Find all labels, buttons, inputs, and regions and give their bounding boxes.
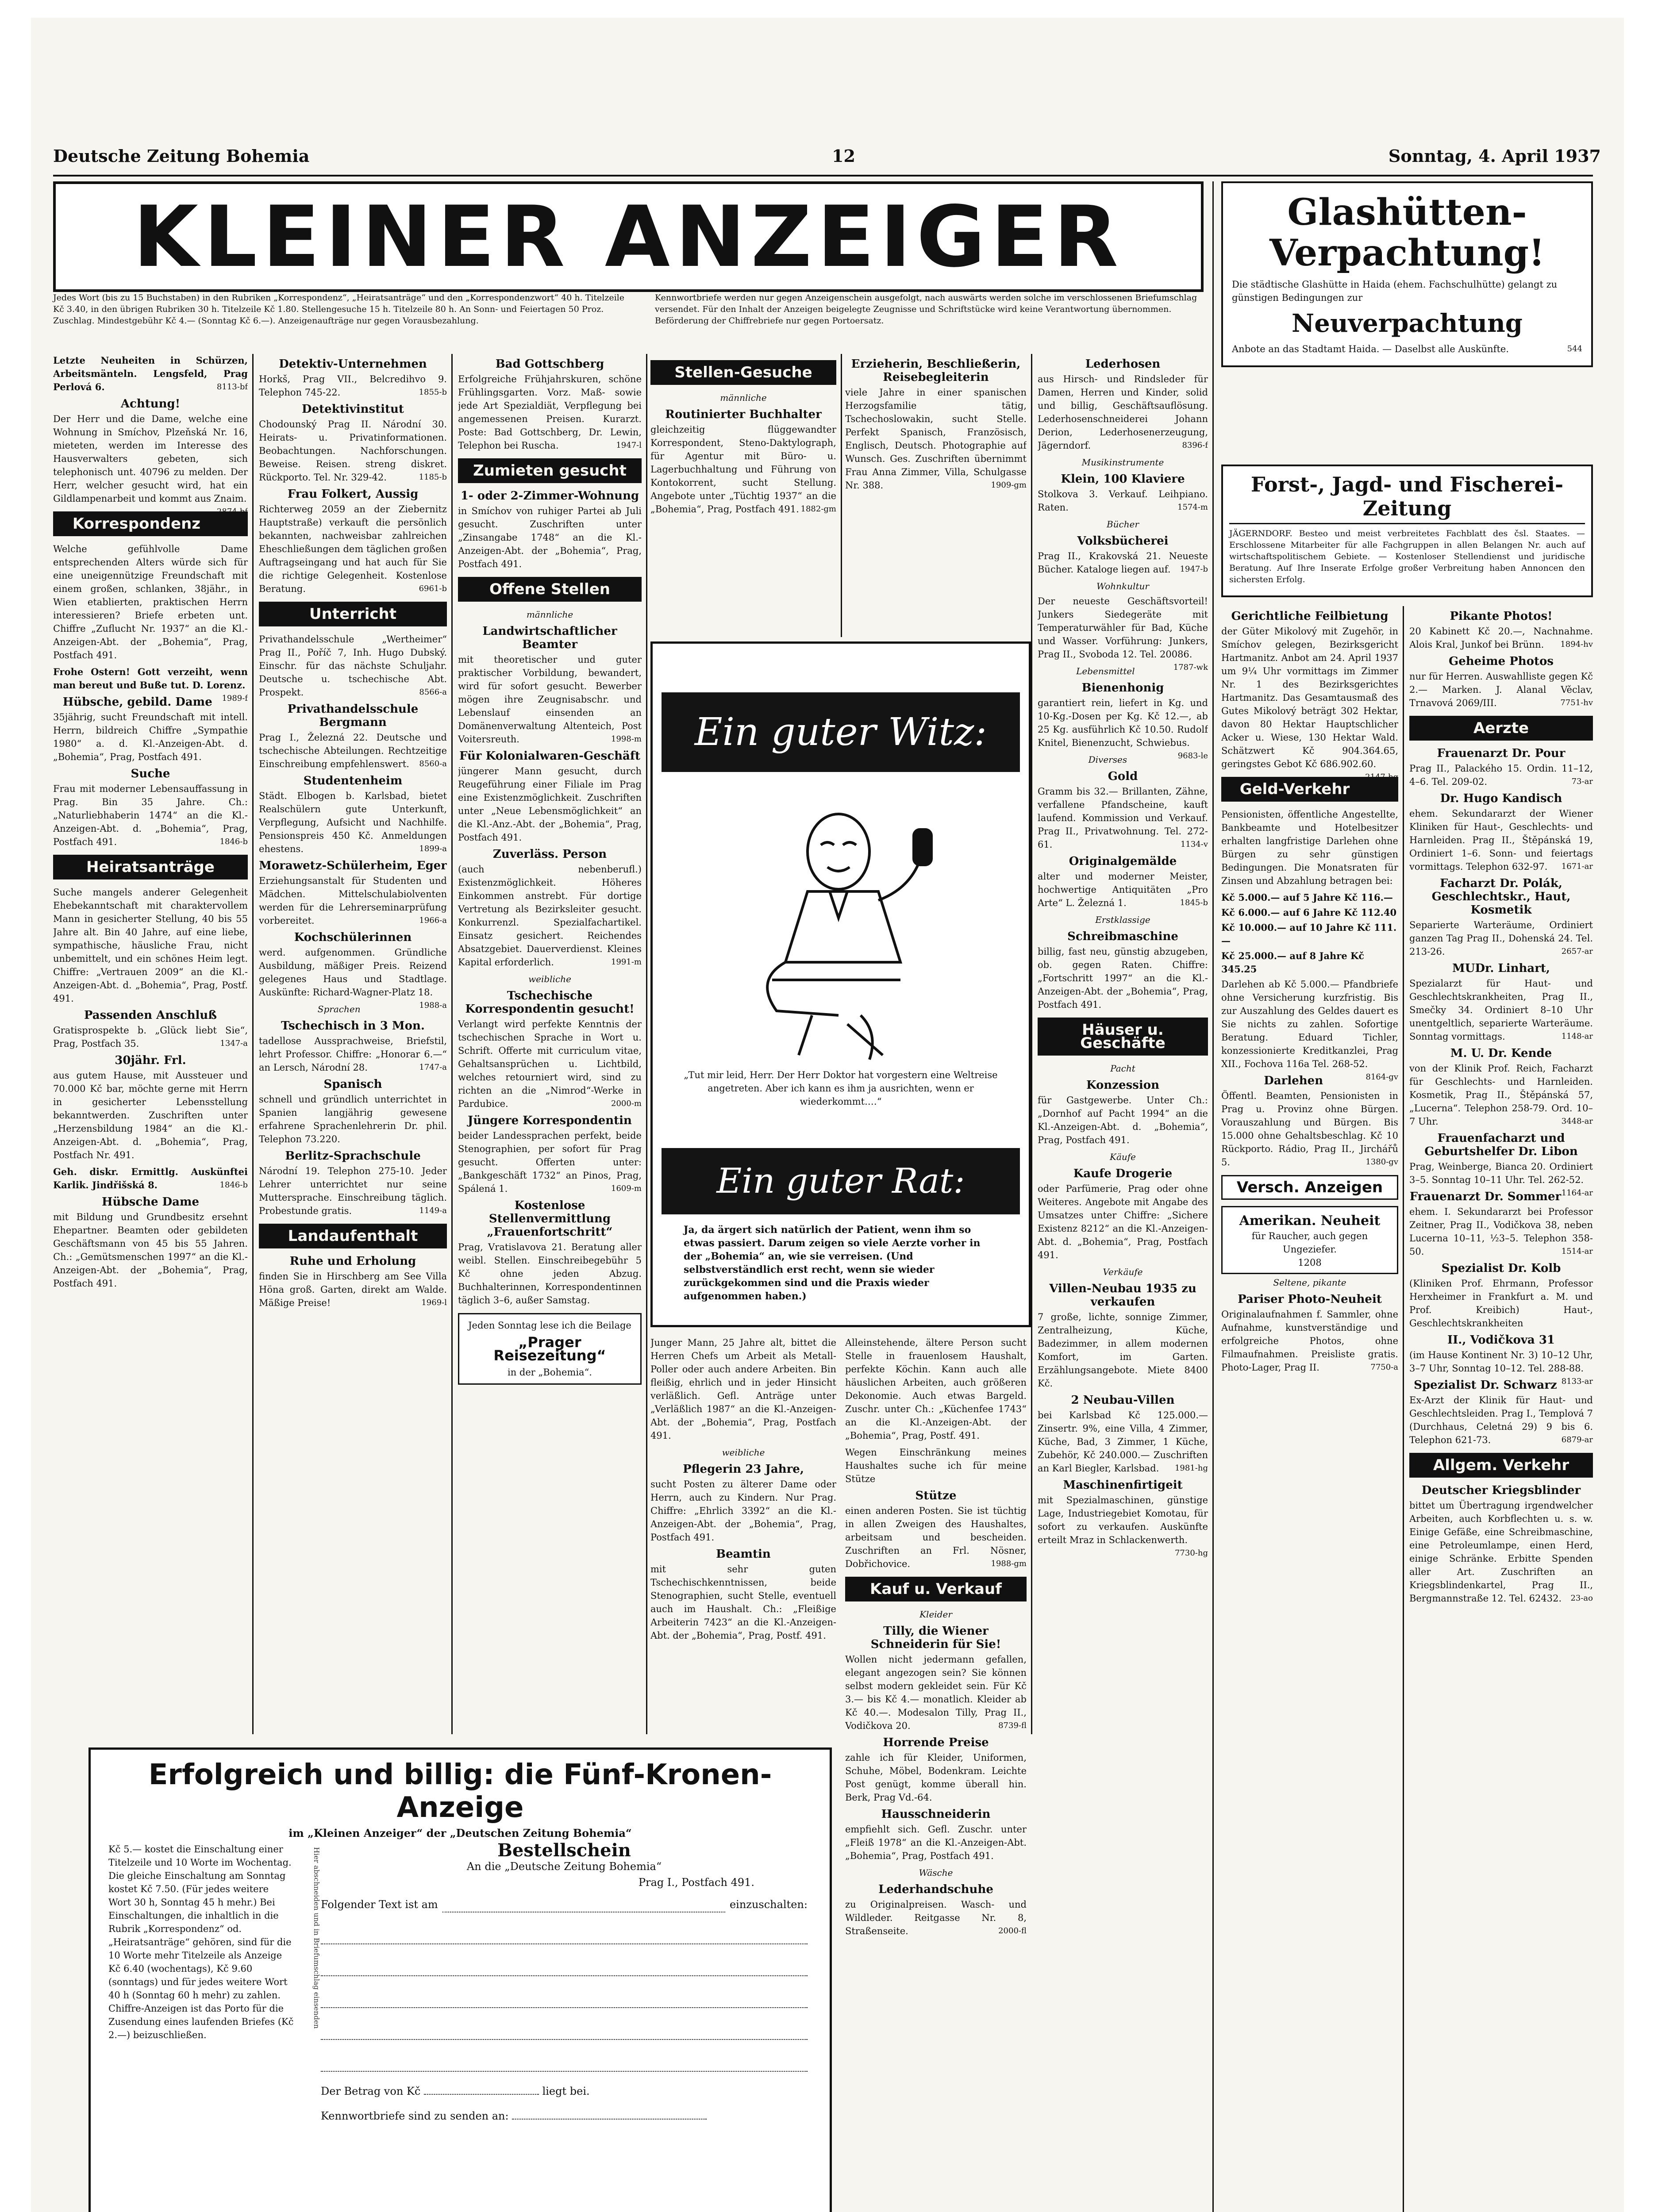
ad-kriegsblinder-heading: Deutscher Kriegsblinder <box>1421 1484 1581 1497</box>
ad-freundschaft: Welche gefühlvolle Dame entsprechenden Alters würde sich für eine uneigennützige Freundschaft mit einem großen, schlanken, 38jähr., in Wien etablierten, praktischen Herrn interessieren? Briefe erbeten unt. Chiffre „Zuflucht Nr. 1937“ an die Kl.-Anzeigen-Abt. der „Bohemia“, Prag, Postfach 491. <box>53 544 248 661</box>
glashuetten-body: Die städtische Glashütte in Haida (ehem. Fachschulhütte) gelangt zu günstigen Bedingungen zur <box>1232 279 1558 303</box>
ad-polak: Separierte Warteräume, Ordiniert ganzen Tag Prag II., Dohenská 24. Tel. 213-26. 2657-ar <box>1409 920 1593 957</box>
subsection-wohnkultur: Wohnkultur <box>1096 581 1149 591</box>
ad-handschuhe-heading: Lederhandschuhe <box>878 1883 993 1896</box>
ad-frl-heading: 30jähr. Frl. <box>115 1054 186 1067</box>
loan-table <box>1221 891 1398 976</box>
column-6 <box>1038 354 1208 2212</box>
section-kauf-verkauf: Kauf u. Verkauf <box>845 1577 1027 1601</box>
ad-stellenvermittlung: Prag, Vratislavova 21. Beratung aller weibl. Stellen. Einschreibegebühr 5 Kč ohne jeden Abzug. Buchhalterinnen, Korrespondentinnen täglich 3–6, außer Samstag. <box>458 1242 642 1306</box>
witz-illustration-ad <box>650 641 1031 1327</box>
order-amount-line: Der Betrag von Kč liegt bei. <box>321 2085 590 2097</box>
ad-gemaelde: alter und moderner Meister, hochwertige Antiquitäten „Pro Arte“ L. Železná 1. 1845-b <box>1038 871 1208 908</box>
section-unterricht: Unterricht <box>259 602 447 626</box>
running-header <box>53 146 1601 177</box>
ad-volksbuecherei-heading: Volksbücherei <box>1077 534 1169 548</box>
ad-pflegerin: sucht Posten zu älterer Dame oder Herrn, auch zu Kindern. Nur Prag. Chiffre: „Ehrlich 3392“ an die Kl.-Anzeigen-Abt. der „Bohemia“, Prag, Postfach 491. <box>650 1479 836 1543</box>
ad-wertheimer: Privathandelsschule „Wertheimer“ Prag II., Poříč 7, Inh. Hugo Dubský. Einschr. für das nächste Schuljahr. Deutsche u. tschechische Abt. Prospekt. 8566-a <box>259 634 447 698</box>
ad-tschechisch-heading: Tschechisch in 3 Mon. <box>281 1019 425 1033</box>
column-4-bottom <box>650 1336 836 1730</box>
ad-gold-heading: Gold <box>1108 770 1138 783</box>
ad-beamter-heading: Landwirtschaftlicher Beamter <box>482 625 617 651</box>
ad-person-heading: Zuverläss. Person <box>492 848 607 861</box>
ad-korrespondentin: Verlangt wird perfekte Kenntnis der tschechischen Sprache in Wort u. Schrift. Offerte mit curriculum vitae, Gehaltsansprüchen u. Lichtbild, welches retourniert wird, sind zu richten an die „Nimrod“-Werke in Pardubice. 2000-m <box>458 1019 642 1109</box>
order-kennwort-input[interactable] <box>512 2119 707 2120</box>
ad-geheime: nur für Herren. Auswahlliste gegen Kč 2.— Marken. J. Alanal Věclav, Trnavová 2069/III. 7751-hv <box>1409 671 1593 708</box>
order-address-1: An die „Deutsche Zeitung Bohemia“ <box>466 1860 662 1873</box>
section-allgem-verkehr: Allgem. Verkehr <box>1409 1453 1593 1478</box>
ad-juengere: beider Landessprachen perfekt, beide Stenographien, per sofort für Prag gesucht. Offerten unter: „Bankgeschäft 1732“ an Pinos, Prag, Spálená 1. 1609-m <box>458 1130 642 1194</box>
ad-polak-heading: Facharzt Dr. Polák, Geschlechtskr., Haut, Kosmetik <box>1431 877 1571 917</box>
subsection-weibliche: weibliche <box>528 974 571 984</box>
ad-kolb-heading: Spezialist Dr. Kolb <box>1441 1262 1561 1275</box>
ad-morawetz-heading: Morawetz-Schülerheim, Eger <box>259 859 447 872</box>
ad-konzession: für Gastgewerbe. Unter Ch.: „Dornhof auf Pacht 1994“ an die Kl.-Anzeigen-Abt. d. „Bohemia“, Prag, Postfach 491. <box>1038 1095 1208 1145</box>
column-4b-top <box>845 354 1027 637</box>
section-versch-anzeigen: Versch. Anzeigen <box>1221 1175 1398 1200</box>
ad-beamtin-heading: Beamtin <box>716 1548 771 1561</box>
ad-stuetze-heading: Stütze <box>915 1489 957 1502</box>
ad-kende: von der Klinik Prof. Reich, Facharzt für Geschlechts- und Harnleiden. Kosmetik, Prag II., Štěpánská 57, „Lucerna“. Telephon 258-79. Ord. 10–7 Uhr. 3448-ar <box>1409 1063 1593 1127</box>
ad-dame: 35jährig, sucht Freundschaft mit intell. Herrn, bildreich Chiffre „Sympathie 1980“ a. d. Kl.-Anzeigen-Abt. d. „Bohemia“, Prag, Postfach 491. <box>53 712 248 762</box>
reisezeitung-source: in der „Bohemia“. <box>508 1367 592 1378</box>
section-geld-verkehr: Geld-Verkehr <box>1221 777 1398 802</box>
ad-pour: Prag II., Palackého 15. Ordin. 11–12, 4–6. Tel. 209-02. 73-ar <box>1409 763 1593 787</box>
section-landaufenthalt: Landaufenthalt <box>259 1224 447 1248</box>
ad-koch: werd. aufgenommen. Gründliche Ausbildung, mäßiger Preis. Reizend gelegenes Haus und Stadtlage. Auskünfte: Richard-Wagner-Platz 18. 1988-a <box>259 947 447 1010</box>
forst-body: JÄGERNDORF. Besteo und meist verbreitetes Fachblatt des čsl. Staates. — Erschlossene Mitarbeiter für alle Fachgruppen in allen Belangen Nr. auch auf wirtschaftspolitischem Gebiete. — Kostenloser Stellendienst und juridische Beratung. Auf Ihre Inserate Erfolge großer Verbreitung haben Annoncen den sichersten Erfolg. <box>1229 529 1585 584</box>
section-haeuser: Häuser u. Geschäfte <box>1038 1018 1208 1056</box>
ad-kandisch: ehem. Sekundararzt der Wiener Kliniken für Haut-, Geschlechts- und Harnleiden. Prag II., Štěpánská 19, Ordiniert 1–6. Sonn- und feiertags vormittags. Telephon 632-97. 1671-ar <box>1409 808 1593 872</box>
order-text-line-3[interactable] <box>321 1981 808 2008</box>
fuenf-kronen-order-form <box>88 1747 832 2212</box>
ad-libon-heading: Frauenfacharzt und Geburtshelfer Dr. Libon <box>1424 1132 1578 1158</box>
ad-wohnung: in Smíchov von ruhiger Partei ab Juli gesucht. Zuschriften unter „Zinsangabe 1748“ an die Kl.-Anzeigen-Abt. der „Bohemia“, Prag, Postfach 491. <box>458 506 642 569</box>
ad-kandisch-heading: Dr. Hugo Kandisch <box>1440 792 1562 805</box>
ad-kolb-address: II., Vodičkova 31 <box>1447 1333 1555 1347</box>
order-form-prices: Kč 5.— kostet die Einschaltung einer Titelzeile und 10 Worte im Wochentag. Die gleiche Einschaltung am Sonntag kostet Kč 7.50. (Für jedes weitere Wort 30 h, Sonntag 45 h mehr.) Bei Einschaltungen, die inhaltlich in die Rubrik „Korrespondenz“ od. „Heiratsanträge“ gehören, sind für die 10 Worte mehr Titelzeile als Anzeige Kč 6.40 (wochentags), Kč 9.60 (sonntags) und für jedes weitere Wort 40 h (Sonntag 60 h mehr) zu zahlen. Chiffre-Anzeigen ist das Porto für die Zusendung eines laufenden Briefes (Kč 2.—) beizuschließen. <box>108 1844 294 2040</box>
order-amount-input[interactable] <box>424 2094 539 2095</box>
ad-erzieherin: viele Jahre in einer spanischen Herzogsfamilie tätig, Tschechoslowakin, sucht Stelle. Perfekt Spanisch, Französisch, Englisch, Deutsch. Photographie auf Wunsch. Ges. Zuschriften übernimmt Frau Anna Zimmer, Villa, Schulgasse Nr. 388. 1909-gm <box>845 387 1027 491</box>
ad-kolonial-heading: Für Kolonialwaren-Geschäft <box>459 749 641 763</box>
ad-geheime-heading: Geheime Photos <box>1449 655 1554 668</box>
ad-lederhosen: aus Hirsch- und Rindsleder für Damen, Herren und Kinder, solid und billig, Geschäftsauflösung. Lederhosenschneiderei Johann Derion, Lederhosenerzeugung, Jägerndorf. 8396-f <box>1038 374 1208 451</box>
ad-einschraenkung: Wegen Einschränkung meines Haushaltes suche ich für meine Stütze <box>845 1447 1027 1484</box>
ad-anschluss-heading: Passenden Anschluß <box>84 1009 217 1022</box>
glashuetten-title: Glashütten-Verpachtung! <box>1269 191 1545 274</box>
ad-pikante: 20 Kabinett Kč 20.—, Nachnahme. Alois Kral, Junkof bei Brünn. 1894-hv <box>1409 626 1593 650</box>
order-form-subtitle: im „Kleinen Anzeiger“ der „Deutschen Zeitung Bohemia“ <box>288 1827 632 1839</box>
ad-villen-heading: Villen-Neubau 1935 zu verkaufen <box>1049 1282 1196 1309</box>
ad-detektivinstitut-heading: Detektivinstitut <box>302 403 404 416</box>
order-kennwort-line: Kennwortbriefe sind zu senden an: <box>321 2108 808 2124</box>
subsection-sprachen: Sprachen <box>317 1004 361 1014</box>
ad-spanisch: schnell und gründlich unterrichtet in Spanien langjährig gewesene erfahrene Sprachenlehrerin Dr. phil. Telephon 73.220. <box>259 1094 447 1144</box>
subsection-lebensmittel: Lebensmittel <box>1076 666 1135 676</box>
loan-row: Kč 5.000.— auf 5 Jahre Kč 116.— <box>1221 892 1393 903</box>
page-number: 12 <box>832 146 855 166</box>
ad-detektiv: Horkš, Prag VII., Belcredihvo 9. Telephon 745-22. 1855-b <box>259 374 447 398</box>
section-heiratsantraege: Heiratsanträge <box>53 855 248 879</box>
section-stellengesuche: Stellen-Gesuche <box>650 360 836 385</box>
doctor-phone-drawing <box>653 644 1029 1325</box>
column-1 <box>53 354 248 1739</box>
forst-title: Forst-, Jagd- und Fischerei-Zeitung <box>1229 472 1585 524</box>
ad-juengere-heading: Jüngere Korrespondentin <box>468 1114 632 1127</box>
section-offene-stellen: Offene Stellen <box>458 577 642 602</box>
ad-metall-poller: Junger Mann, 25 Jahre alt, bittet die Herren Chefs um Arbeit als Metall-Poller oder auch andere Arbeiten. Bin fleißig, ehrlich und in jeder Hinsicht verläßlich. Gefl. Anträge unter „Verläßlich 1987“ an die Kl.-Anzeigen-Abt. der „Bohemia“, Prag, Postfach 491. <box>650 1337 836 1441</box>
ad-stellenvermittlung-heading: Kostenlose Stellenvermittlung „Frauenfortschritt“ <box>487 1199 613 1239</box>
subsection-diverses: Diverses <box>1088 754 1127 765</box>
ad-suche-heading: Suche <box>131 767 170 780</box>
ad-maschinen: mit Spezialmaschinen, günstige Lage, Industriegebiet Komotau, für sofort zu verkaufen. Auskünfte erteilt Mraz in Schlackenwerth. 7730-hg <box>1038 1495 1208 1558</box>
order-text-line-5[interactable] <box>321 2044 808 2072</box>
ad-frohe-ostern: Frohe Ostern! Gott verzeiht, wenn man bereut und Buße tut. D. Lorenz. 1989-f <box>53 666 248 703</box>
ad-gottschberg-heading: Bad Gottschberg <box>495 357 604 371</box>
ad-kende-heading: M. U. Dr. Kende <box>1450 1047 1552 1060</box>
column-4-top <box>650 354 836 637</box>
ad-alleinstehende: Alleinstehende, ältere Person sucht Stelle in frauenlosem Haushalt, perfekte Köchin. Kann auch alle häuslichen Arbeiten, auch größeren Dekonomie. Auch etwas Bargeld. Zuschr. unter Ch.: „Küchenfee 1743“ an die Kl.-Anzeigen-Abt. der „Bohemia“, Prag, Postf. 491. <box>845 1337 1027 1441</box>
ad-koch-heading: Kochschülerinnen <box>294 931 412 944</box>
ad-sommer-heading: Frauenarzt Dr. Sommer <box>1409 1190 1562 1203</box>
order-form-title: Erfolgreich und billig: die Fünf-Kronen-Anzeige <box>148 1759 772 1824</box>
rate-notice <box>53 292 1212 349</box>
ad-achtung-heading: Achtung! <box>120 397 181 411</box>
ad-schreibmaschine: billig, fast neu, günstig abzugeben, ob. gegen Raten. Chiffre: „Fortschritt 1997“ an die Kl.-Anzeigen-Abt. der „Bohemia“, Prag, Postfach 491. <box>1038 946 1208 1010</box>
header-rule <box>53 175 1593 177</box>
subsection-maennliche: männliche <box>526 609 573 620</box>
ad-suche: Frau mit moderner Lebensauffassung in Prag. Bin 35 Jahre. Ch.: „Naturliebhaberin 1474“ an die Kl.-Anzeigen-Abt. d. „Bohemia“, Prag, Postfach 491. 1846-b <box>53 783 248 847</box>
ad-hausschneiderin: empfiehlt sich. Gefl. Zuschr. unter „Fleiß 1978“ an die Kl.-Anzeigen-Abt. „Bohemia“, Prag, Postfach 491. <box>845 1824 1027 1861</box>
ad-kolonial: jüngerer Mann gesucht, durch Reugeführung einer Filiale im Prag eine Existenzmöglichkeit. Zuschriften unter „Neue Lebensmöglichkeit“ an die Kl.-Anz.-Abt. der „Bohemia“, Prag, Postfach 491. <box>458 766 642 843</box>
ad-morawetz: Erziehungsanstalt für Studenten und Mädchen. Mittelschulabiolventen werden für die Lehrerseminarprüfung vorbereitet. 1966-a <box>259 876 447 926</box>
ad-berlitz: Národní 19. Telephon 275-10. Jeder Lehrer unterrichtet nur seine Muttersprache. Einschreibung täglich. Probestunde gratis. 1149-a <box>259 1166 447 1216</box>
ad-neubau-heading: 2 Neubau-Villen <box>1071 1394 1175 1407</box>
subsection-pikante: Seltene, pikante <box>1273 1277 1346 1288</box>
ad-schwarz-heading: Spezialist Dr. Schwarz <box>1414 1379 1557 1392</box>
ad-achtung: Der Herr und die Dame, welche eine Wohnung in Smíchov, Plzeňská Nr. 16, mieteten, werden im Interesse des Hausverwalters gebeten, sich telephonisch unt. 40796 zu melden. Der Herr, welcher gesucht wird, hat ein Gildlampenarbeit und kommt aus Znaim. 2874-bf <box>53 414 248 516</box>
ad-schreibmaschine-heading: Schreibmaschine <box>1067 930 1178 943</box>
ad-klaviere-heading: Klein, 100 Klaviere <box>1061 472 1185 486</box>
subsection-pacht: Pacht <box>1110 1063 1135 1074</box>
ad-lederhosen-heading: Lederhosen <box>1085 357 1161 371</box>
ad-bergmann-heading: Privathandelsschule Bergmann <box>287 703 419 729</box>
ad-villen: 7 große, lichte, sonnige Zimmer, Zentralheizung, Küche, Badezimmer, in allem modernen Komfort, im Garten. Erzählungsangebote. Miete 8400 Kč. <box>1038 1312 1208 1389</box>
ad-schwarz: Ex-Arzt der Klinik für Haut- und Geschlechtsleiden. Prag I., Templová 7 (Durchhaus, Celetná 29) 9 bis 6. Telephon 621-73. 6879-ar <box>1409 1395 1593 1445</box>
section-korrespondenz: Korrespondenz <box>53 511 248 536</box>
bestellschein-heading: Bestellschein <box>497 1840 631 1861</box>
ad-maschinen-heading: Maschinenfirtigeit <box>1063 1479 1183 1492</box>
ad-feilbietung: der Güter Mikolový mit Zugehör, in Smíchov gelegen, Bezirksgericht Hartmanitz. Anbot am 24. April 1937 um 9¼ Uhr vormittags im Zimmer Nr. 1 des Bezirksgerichtes Hartmanitz. Das Gesamtausmaß des Gutes Mikolový beträgt 302 Hektar, davon 80 Hektar Hauptschlicher Acker u. Wiese, 130 Hektar Wald. Schätzwert Kč 904.364.65, geringstes Gebot Kč 686.902.60. 2147-bg <box>1221 626 1398 782</box>
glashuetten-contact: Anbote an das Stadtamt Haida. — Daselbst alle Auskünfte. 544 <box>1232 344 1582 354</box>
ad-preise-heading: Horrende Preise <box>883 1736 989 1749</box>
witz-banner: Ein guter Witz: <box>662 692 1020 772</box>
ad-honig: garantiert rein, liefert in Kg. und 10-Kg.-Dosen per Kg. Kč 12.—, ab 25 Kg. ausführlich Kč 10.50. Rudolf Knitel, Bienenzucht, Schwiebus. 9683-le <box>1038 698 1208 760</box>
ad-photo-heading: Pariser Photo-Neuheit <box>1238 1293 1382 1306</box>
ad-photo: Originalaufnahmen f. Sammler, ohne Aufnahme, kunstverständige und erfolgreiche Photos, ohne Filmaufnahmen. Preisliste gratis. Photo-Lager, Prag II. 7750-a <box>1221 1309 1398 1373</box>
subsection-kaeufe: Käufe <box>1110 1152 1136 1162</box>
ad-hausschneiderin-heading: Hausschneiderin <box>881 1808 991 1821</box>
ad-klaviere: Stolkova 3. Verkauf. Leihpiano. Raten. 1574-m <box>1038 489 1208 513</box>
subsection-kleider: Kleider <box>919 1609 952 1620</box>
forst-zeitung-ad <box>1221 465 1593 597</box>
ad-neubau: bei Karlsbad Kč 125.000.— Zinsertr. 9%, eine Villa, 4 Zimmer, Küche, Bad, 3 Zimmer, 1 Küche, Zubehör, Kč 240.000.— Zuschriften an Karl Biegler, Karlsbad. 1981-hg <box>1038 1410 1208 1474</box>
ad-spanisch-heading: Spanisch <box>323 1078 382 1091</box>
issue-date: Sonntag, 4. April 1937 <box>1388 146 1601 166</box>
ad-drogerie: oder Parfümerie, Prag oder ohne Weiteres. Angebote mit Angabe des Umsatzes unter Chiffre: „Sichere Existenz 8212“ an die Kl.-Anzeigen-Abt. d. „Bohemia“, Prag, Postfach 491. <box>1038 1183 1208 1260</box>
ad-gold: Gramm bis 32.— Brillanten, Zähne, verfallene Pfandscheine, kauft laufend. Kommission und Verkauf. Prag II., Privatwohnung. Tel. 272-61. 1134-v <box>1038 786 1208 850</box>
amerikan-neuheit-ad <box>1221 1206 1398 1274</box>
ad-linhart: Spezialarzt für Haut- und Geschlechtskrankheiten, Prag II., Smečky 34. Ordiniert 8–10 Uhr unentgeltlich, separierte Warteräume. Sonntag vormittags. 1148-ar <box>1409 978 1593 1042</box>
ad-amerikan-heading: Amerikan. Neuheit <box>1239 1213 1381 1229</box>
ad-berlitz-heading: Berlitz-Sprachschule <box>285 1149 421 1163</box>
ad-buchhalter-heading: Routinierter Buchhalter <box>665 408 822 421</box>
ad-linhart-heading: MUDr. Linhart, <box>1452 962 1550 975</box>
column-2 <box>259 354 447 1739</box>
glashuetten-ad <box>1221 181 1593 367</box>
column-3 <box>458 354 642 1739</box>
column-8 <box>1409 606 1593 2212</box>
ad-pikante-heading: Pikante Photos! <box>1450 610 1553 623</box>
ad-person: (auch nebenberufl.) Existenzmöglichkeit. Höheres Einkommen anstrebt. Für dortige Vertretung als Bezirksleiter gesucht. Konkurrenzl. Spezialfachartikel. Einsatz gesichert. Reichendes Absatzgebiet. Dauerverdienst. Kleines Kapital erforderlich. 1991-m <box>458 864 642 968</box>
subsection-erstklassige: Erstklassige <box>1095 914 1150 925</box>
loan-row: Kč 25.000.— auf 8 Jahre Kč 345.25 <box>1221 950 1365 975</box>
masthead: KLEINER ANZEIGER <box>53 181 1204 292</box>
ad-wohnung-heading: 1- oder 2-Zimmer-Wohnung <box>460 489 639 503</box>
order-date-line: Folgender Text ist am einzuschalten: <box>321 1897 808 1912</box>
rate-conditions: Kennwortbriefe werden nur gegen Anzeigenschein ausgefolgt, nach auswärts werden solche im verschlossenen Briefumschlag versendet. Für den Inhalt der Anzeigen beigelegte Zeugnisse und Schriftstücke wird keine Verantwortung übernommen. Beförderung der Chiffrebriefe nur gegen Portoersatz. <box>655 293 1197 326</box>
ad-feilbietung-heading: Gerichtliche Feilbietung <box>1231 610 1389 623</box>
ad-tilly-heading: Tilly, die Wiener Schneiderin für Sie! <box>870 1624 1001 1651</box>
ad-beamter: mit theoretischer und guter praktischer Vorbildung, bewandert, wird für sofort gesucht. Bewerber mögen ihre Zeugnisabschr. und Lebenslauf einsenden an Domänenverwaltung Altenteich, Post Voitersreuth. 1998-m <box>458 654 642 745</box>
ad-honig-heading: Bienenhonig <box>1081 681 1164 695</box>
ad-libon: Prag, Weinberge, Bianca 20. Ordiniert 3–5. Sonntag 10–11 Uhr. Tel. 262-52. 1164-ar <box>1409 1161 1593 1198</box>
ad-ruhe: finden Sie in Hirschberg am See Villa Höna groß. Garten, direkt am Walde. Mäßige Preise! 1969-l <box>259 1271 447 1308</box>
ad-volksbuecherei: Prag II., Krakovská 21. Neueste Bücher. Kataloge liegen auf. 1947-b <box>1038 551 1208 575</box>
subsection-maennliche-2: männliche <box>720 392 767 403</box>
reisezeitung-intro: Jeden Sonntag lese ich die Beilage <box>468 1320 631 1331</box>
ad-gottschberg: Erfolgreiche Frühjahrskuren, schöne Frühlingsgarten. Vorz. Maß- sowie jede Art Spezialdiät, Verpflegung bei angemessenen Preisen. Kurarzt. Poste: Bad Gottschberg, Dr. Lewin, Telephon bei Ruscha. 1947-l <box>458 374 642 451</box>
reisezeitung-ad <box>458 1313 642 1385</box>
ad-junkers: Der neueste Geschäftsvorteil! Junkers Siedegeräte mit Temperaturwähler für Bad, Küche und Wasser. Vorführung: Junkers, Prag II., Svoboda 12. Tel. 20086. 1787-wk <box>1038 596 1208 672</box>
ad-pensionisten: Pensionisten, öffentliche Angestellte, Bankbeamte und Hotelbesitzer erhalten langfristige Darlehen ohne Bürgen zu sehr günstigen Bedingungen. Die Monatsraten für Zinsen und Abzahlung betragen bei: <box>1221 809 1398 886</box>
order-text-line-2[interactable] <box>321 1949 808 1976</box>
subsection-waesche: Wäsche <box>919 1867 953 1878</box>
ad-darlehen-heading: Darlehen <box>1264 1074 1323 1087</box>
ad-folkert-heading: Frau Folkert, Aussig <box>287 488 419 501</box>
ad-buchhalter: gleichzeitig flüggewandter Korrespondent, Steno-Daktylograph, für Agentur mit Büro- u. Lagerbuchhaltung und Führung von Kontokorrent, sucht Stellung. Angebote unter „Tüchtig 1937“ an die „Bohemia“, Prag, Postfach 491. 1882-gm <box>650 424 836 515</box>
rat-banner: Ein guter Rat: <box>662 1148 1020 1214</box>
ad-kriegsblinder: bittet um Übertragung irgendwelcher Arbeiten, auch Korbflechten u. s. w. Einige Gefäße, eine Schreibmaschine, eine Petroleumlampe, einen Herd, einige Schränke. Erbitte Spenden aller Art. Zuschriften an Kriegsblindenkartel, Prag II., Bergmannstraße 12. Tel. 62432. 23-ao <box>1409 1500 1593 1604</box>
ad-pfandbriefe: Darlehen ab Kč 5.000.— Pfandbriefe ohne Versicherung kurzfristig. Bis zur Auszahlung des Geldes dauert es Sie nichts zu zahlen. Sofortige Beratung. Eduard Tichler, konzessionierte Kreditkanzlei, Prag XII., Fochova 116a Tel. 268-52. 8164-gv <box>1221 979 1398 1082</box>
ad-kolb: (Kliniken Prof. Ehrmann, Professor Herxheimer in Frankfurt a. M. und Prof. Kreibich) Haut-, Geschlechtskrankheiten <box>1409 1278 1593 1329</box>
ad-dame-heading: Hübsche, gebild. Dame <box>62 695 212 709</box>
column-5 <box>845 1336 1027 2177</box>
witz-caption: „Tut mir leid, Herr. Der Herr Doktor hat vorgestern eine Weltreise angetreten. Aber ich kann es ihm ja ausrichten, wenn er wiederkommt.…“ <box>684 1070 998 1107</box>
section-zumieten: Zumieten gesucht <box>458 458 642 483</box>
order-text-line-1[interactable] <box>321 1917 808 1944</box>
ad-beamtin: mit sehr guten Tschechischkenntnissen, beide Stenographien, sucht Stelle, eventuell auch im Haushalt. Ch.: „Fleißige Arbeiterin 7423“ an die Kl.-Anzeigen-Abt. der „Bohemia“, Prag, Postf. 491. <box>650 1564 836 1641</box>
ad-huebsche-heading: Hübsche Dame <box>101 1195 200 1209</box>
loan-row: Kč 10.000.— auf 10 Jahre Kč 111.— <box>1221 922 1397 946</box>
ad-detektiv-heading: Detektiv-Unternehmen <box>279 357 427 371</box>
subsection-musik: Musikinstrumente <box>1081 457 1164 468</box>
subsection-buecher: Bücher <box>1106 519 1139 530</box>
ad-bergmann: Prag I., Železná 22. Deutsche und tschechische Abteilungen. Rechtzeitige Einschreibung empfehlenswert. 8560-a <box>259 732 447 769</box>
ad-huebsche: mit Bildung und Grundbesitz ersehnt Ehepartner. Beamten oder gebildeten Geschäftsmann von 45 bis 55 Jahren. Ch.: „Gemütsmenschen 1997“ an die Kl.-Anzeigen-Abt. der „Bohemia“, Prag, Postfach 491. <box>53 1212 248 1289</box>
ad-handschuhe: zu Originalpreisen. Wasch- und Wildleder. Reitgasse Nr. 8, Straßenseite. 2000-fl <box>845 1899 1027 1936</box>
ad-tilly: Wollen nicht jedermann gefallen, elegant angezogen sein? Sie können selbst modern gekleidet sein. Für Kč 3.— bis Kč 4.— monatlich. Kleider ab Kč 40.—. Modesalon Tilly, Prag II., Vodičkova 20. 8739-fl <box>845 1654 1027 1731</box>
column-7 <box>1221 606 1398 2212</box>
subsection-weibliche-2: weibliche <box>722 1447 765 1458</box>
ad-gemaelde-heading: Originalgemälde <box>1069 855 1177 868</box>
order-text-line-4[interactable] <box>321 2012 808 2040</box>
ad-frl: aus gutem Hause, mit Aussteuer und 70.000 Kč bar, möchte gerne mit Herrn in gesicherter Lebensstellung bekanntwerden. Zuschriften unter „Herzensbildung 1984“ an die Kl.-Anzeigen-Abt. d. „Bohemia“, Prag, Postfach Nr. 491. <box>53 1070 248 1160</box>
newspaper-name: Deutsche Zeitung Bohemia <box>53 146 310 166</box>
cut-here-note: Hier abschneiden und in Briefumschlag einsenden <box>312 1847 321 2029</box>
section-aerzte: Aerzte <box>1409 716 1593 741</box>
glashuetten-big: Neuverpachtung <box>1292 309 1523 338</box>
ad-pour-heading: Frauenarzt Dr. Pour <box>1437 747 1566 760</box>
rat-text: Ja, da ärgert sich natürlich der Patient, wenn ihm so etwas passiert. Darum zeigen so viele Aerzte vorher in der „Bohemia“ an, wie sie verreisen. (Und selbstverständlich erst recht, wenn sie wieder zurückgekommen sind und die Praxis wieder aufgenommen haben.) <box>684 1224 981 1302</box>
ad-folkert: Richterweg 2059 an der Ziebernitz Hauptstraße) verkauft die persönlich bekannten, nachweisbar zahlreichen Eheschließungen dem täglichen großen Auftragseingang und hat auch für Sie die richtige Gelegenheit. Kostenlose Beratung. 6961-b <box>259 504 447 594</box>
ad-drogerie-heading: Kaufe Drogerie <box>1073 1167 1173 1180</box>
ad-ruhe-heading: Ruhe und Erholung <box>289 1255 416 1268</box>
subsection-verkaeufe: Verkäufe <box>1103 1267 1143 1277</box>
ad-stuetze: einen anderen Posten. Sie ist tüchtig in allen Zweigen des Haushaltes, arbeitsam und bescheiden. Zuschriften an Frl. Nösner, Dobřichovice. 1988-gm <box>845 1505 1027 1569</box>
ad-erzieherin-heading: Erzieherin, Beschließerin, Reisebegleiterin <box>851 357 1021 384</box>
ad-pflegerin-heading: Pflegerin 23 Jahre, <box>683 1463 804 1476</box>
ad-korrespondentin-heading: Tschechische Korrespondentin gesucht! <box>465 989 635 1016</box>
ad-amerikan: für Raucher, auch gegen Ungeziefer. <box>1251 1231 1368 1255</box>
ad-detektivinstitut: Chodounský Prag II. Národní 30. Heirats- u. Privatinformationen. Beobachtungen. Nachforschungen. Beweise. Reisen. streng diskret. Rückporto. Tel. Nr. 329-42. 1185-b <box>259 419 447 483</box>
loan-row: Kč 6.000.— auf 6 Jahre Kč 112.40 <box>1221 907 1397 918</box>
ad-preise: zahle ich für Kleider, Uniformen, Schuhe, Möbel, Bodenkram. Leichte Post genügt, komme überall hin. Berk, Prag Vd.-64. <box>845 1752 1027 1803</box>
ad-studentenheim-heading: Studentenheim <box>303 774 403 787</box>
ad-sommer: ehem. I. Sekundararzt bei Professor Zeitner, Prag II., Vodičkova 38, neben Lucerna 10–11, ½3–5. Telephon 358-50. 1514-ar <box>1409 1206 1593 1257</box>
ad-darlehen: Öffentl. Beamten, Pensionisten in Prag u. Provinz ohne Bürgen. Vorauszahlung und Bürgen. Bis 15.000 ohne Gehaltsbeschlag. Kč 10 Rückporto. Rádio, Prag II., Jirchářů 5. 1380-gv <box>1221 1091 1398 1167</box>
order-address-2: Prag I., Postfach 491. <box>638 1876 754 1889</box>
ad-amerikan-code: 1208 <box>1298 1257 1322 1268</box>
ad-kolb-hours: (im Hause Kontinent Nr. 3) 10–12 Uhr, 3–7 Uhr, Sonntag 10–12. Tel. 288-88. 8133-ar <box>1409 1350 1593 1386</box>
ad-tschechisch: tadellose Aussprachweise, Briefstil, lehrt Professor. Chiffre: „Honorar 6.—“ an Lersch, Národní 28. 1747-a <box>259 1036 447 1073</box>
rate-text: Jedes Wort (bis zu 15 Buchstaben) in den Rubriken „Korrespondenz“, „Heiratsanträge“ und den „Korrespondenzwort“ 40 h. Titelzeile Kč 3.40, in den übrigen Rubriken 30 h. Titelzeile Kč 1.80. Stellengesuche 15 h. Titelzeile 80 h. An Sonn- und Feiertagen 50 Proz. Zuschlag. Mindestgebühr Kč 4.— (Sonntag Kč 6.—). Anzeigenaufträge nur gegen Vorausbezahlung. <box>53 293 625 326</box>
ad-ehebekanntschaft: Suche mangels anderer Gelegenheit Ehebekanntschaft mit charaktervollem Mann in gesicherter Stellung, 40 bis 55 Jahre alt. Bin 40 Jahre, auf eine liebe, sympathische, häusliche Frau, nicht unbemittelt, und ein schönes Heim legt. Chiffre: „Vertrauen 2009“ an die Kl.-Anzeigen-Abt. d. „Bohemia“, Prag, Postf. 491. <box>53 887 248 1004</box>
ad-schuerzen: Letzte Neuheiten in Schürzen, Arbeitsmänteln. Lengsfeld, Prag Perlová 6. 8113-bf <box>53 355 248 392</box>
reisezeitung-title: „Prager Reisezeitung“ <box>493 1334 606 1364</box>
ad-ermittlung: Geh. diskr. Ermittlg. Auskünftei Karlik. Jindřišská 8. 1846-b <box>53 1166 248 1190</box>
order-date-input[interactable] <box>442 1897 725 1912</box>
ad-studentenheim: Städt. Elbogen b. Karlsbad, bietet Realschülern gute Unterkunft, Verpflegung, Aufsicht und Nachhilfe. Pensionspreis 450 Kč. Anmeldungen ehestens. 1899-a <box>259 791 447 854</box>
ad-anschluss: Gratisprospekte b. „Glück liebt Sie“, Prag, Postfach 35. 1347-a <box>53 1025 248 1049</box>
order-form-fields <box>321 1840 808 2124</box>
ad-konzession-heading: Konzession <box>1086 1079 1159 1092</box>
